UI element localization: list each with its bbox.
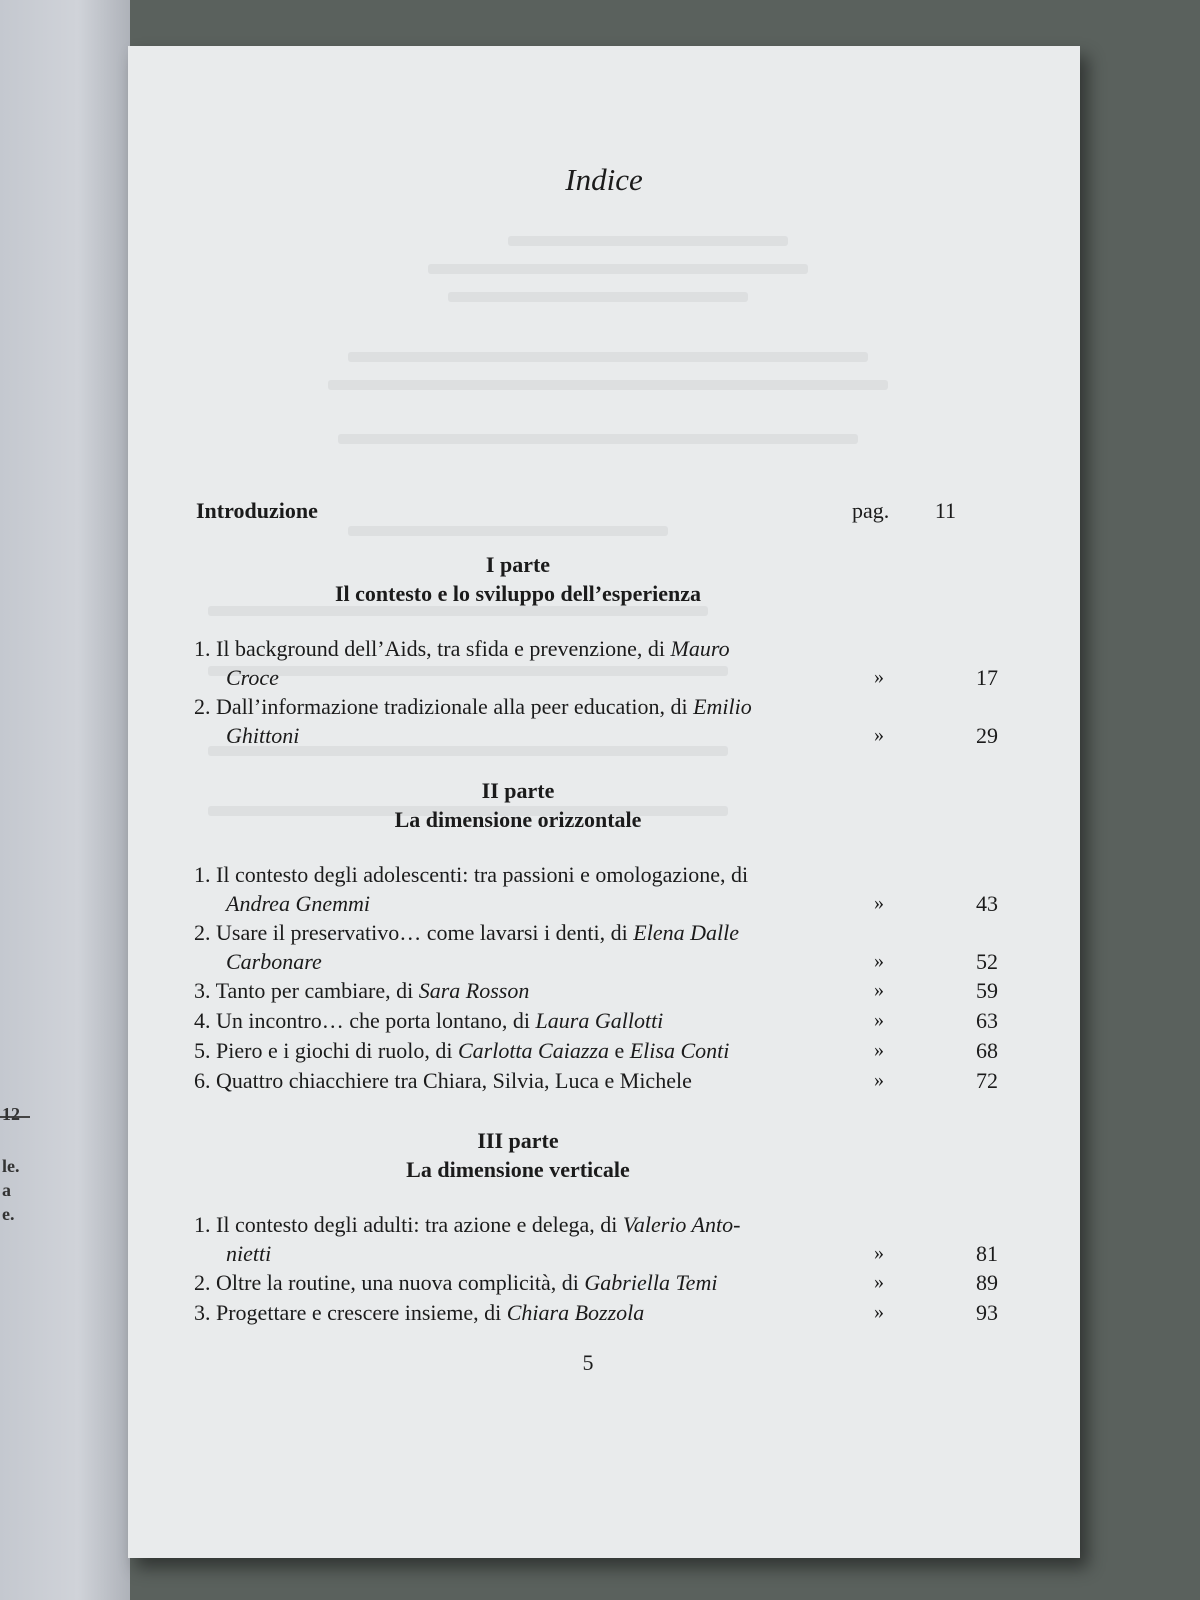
- toc-entry: [194, 692, 998, 750]
- toc-intro-row: [196, 498, 956, 524]
- toc-pag-label: pag.: [852, 498, 890, 523]
- toc-page-number: 43: [976, 891, 998, 916]
- book-page: [128, 46, 1080, 1558]
- left-fragment: le.: [2, 1156, 20, 1176]
- part-subtitle: La dimensione verticale: [406, 1157, 630, 1182]
- toc-entry-author: Mauro: [670, 636, 730, 661]
- toc-page-number: 63: [976, 1008, 998, 1033]
- toc-page-number: 29: [976, 723, 998, 748]
- toc-page-number: 68: [976, 1038, 998, 1063]
- toc-ditto-mark: »: [874, 666, 884, 688]
- part-subtitle: La dimensione orizzontale: [394, 807, 642, 832]
- part-heading: [128, 550, 908, 608]
- toc-entry-title: 2. Oltre la routine, una nuova complicità, di: [194, 1270, 585, 1295]
- left-page-edge: [0, 0, 130, 1600]
- toc-page-number: 59: [976, 978, 998, 1003]
- toc-ditto-mark: »: [874, 1242, 884, 1264]
- toc-entry-author: Elena Dalle: [633, 920, 739, 945]
- toc-entry: [194, 1210, 998, 1268]
- toc-entry-title: 6. Quattro chiacchiere tra Chiara, Silvia, Luca e Michele: [194, 1068, 692, 1093]
- toc-page-number: 11: [934, 498, 956, 523]
- toc-entry: [194, 1298, 998, 1327]
- toc-entry-title: 2. Usare il preservativo… come lavarsi i denti, di: [194, 920, 634, 945]
- toc-entry-author: Croce: [226, 665, 279, 690]
- toc-entry: [194, 1066, 998, 1095]
- toc-entry-author: Sara Rosson: [418, 978, 530, 1003]
- toc-entry-author: Valerio Anto-: [622, 1212, 741, 1237]
- toc-entry-author: Chiara Bozzola: [506, 1300, 645, 1325]
- toc-entry: [194, 1006, 998, 1035]
- toc-page-number: 72: [976, 1068, 998, 1093]
- toc-entry-title: 1. Il contesto degli adolescenti: tra passioni e omologazione, di: [194, 862, 749, 887]
- left-fragment: 12: [2, 1104, 20, 1124]
- toc-entry-author: Elisa Conti: [629, 1038, 730, 1063]
- left-fragment: e.: [2, 1204, 15, 1224]
- left-fragment: a: [2, 1180, 11, 1200]
- page-folio-number: 5: [582, 1350, 594, 1375]
- page-title: Indice: [565, 162, 643, 197]
- toc-intro-label: Introduzione: [196, 498, 318, 523]
- toc-entry-title: 3. Progettare e crescere insieme, di: [194, 1300, 507, 1325]
- toc-entry-author: Emilio: [693, 694, 752, 719]
- toc-page-number: 17: [976, 665, 998, 690]
- toc-entry-title: 3. Tanto per cambiare, di: [194, 978, 419, 1003]
- toc-entry-title: 4. Un incontro… che porta lontano, di: [194, 1008, 536, 1033]
- toc-page-number: 52: [976, 949, 998, 974]
- toc-entry-author: Gabriella Temi: [584, 1270, 718, 1295]
- toc-entry-author: Andrea Gnemmi: [226, 891, 370, 916]
- toc-entry-title: 5. Piero e i giochi di ruolo, di: [194, 1038, 458, 1063]
- toc-page-number: 81: [976, 1241, 998, 1266]
- toc-ditto-mark: »: [874, 892, 884, 914]
- toc-page-number: 93: [976, 1300, 998, 1325]
- toc-ditto-mark: »: [874, 1039, 884, 1061]
- toc-ditto-mark: »: [874, 979, 884, 1001]
- toc-entry: [194, 1036, 998, 1065]
- toc-entry-title: 2. Dall’informazione tradizionale alla peer education, di: [194, 694, 694, 719]
- toc-ditto-mark: »: [874, 1069, 884, 1091]
- toc-entry-author: Laura Gallotti: [535, 1008, 664, 1033]
- part-number: III parte: [477, 1128, 559, 1153]
- toc-ditto-mark: »: [874, 1271, 884, 1293]
- part-heading: [128, 1126, 908, 1184]
- toc-ditto-mark: »: [874, 950, 884, 972]
- toc-page-number: 89: [976, 1270, 998, 1295]
- toc-entry-author: Carlotta Caiazza: [457, 1038, 609, 1063]
- toc-ditto-mark: »: [874, 724, 884, 746]
- toc-entry-author: Ghittoni: [226, 723, 300, 748]
- toc-entry-conjunction: e: [608, 1038, 630, 1063]
- part-number: I parte: [485, 552, 551, 577]
- part-subtitle: Il contesto e lo sviluppo dell’esperienza: [334, 581, 702, 606]
- toc-entry: [194, 860, 998, 918]
- toc-ditto-mark: »: [874, 1009, 884, 1031]
- toc-entry: [194, 918, 998, 976]
- toc-entry-title: 1. Il background dell’Aids, tra sfida e prevenzione, di: [194, 636, 671, 661]
- toc-entry-author: Carbonare: [226, 949, 322, 974]
- toc-entry: [194, 976, 998, 1005]
- part-number: II parte: [481, 778, 555, 803]
- toc-entry-title: 1. Il contesto degli adulti: tra azione e delega, di: [194, 1212, 623, 1237]
- part-heading: [128, 776, 908, 834]
- toc-entry-author: nietti: [226, 1241, 272, 1266]
- toc-entry: [194, 634, 998, 692]
- toc-ditto-mark: »: [874, 1301, 884, 1323]
- toc-entry: [194, 1268, 998, 1297]
